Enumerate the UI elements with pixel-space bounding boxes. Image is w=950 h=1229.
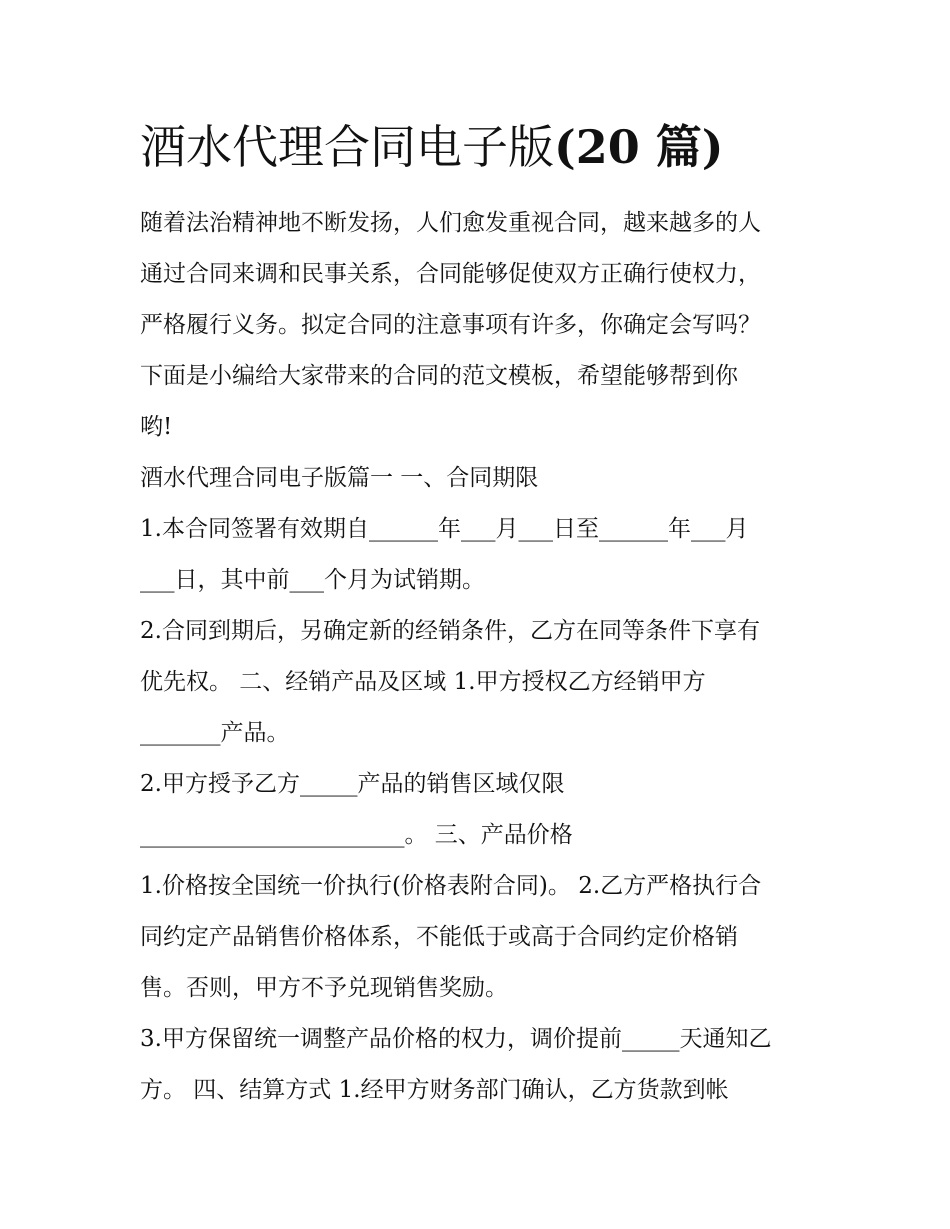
- title-count: (20 篇): [554, 120, 724, 174]
- body-line: 1.本合同签署有效期自______年___月___日至______年___月: [140, 516, 749, 542]
- body-line: 1.价格按全国统一价执行(价格表附合同)。 2.乙方严格执行合: [140, 873, 762, 899]
- document-body: [140, 198, 820, 1116]
- body-line: _______产品。: [140, 720, 290, 746]
- body-line: 严格履行义务。拟定合同的注意事项有许多，你确定会写吗？: [140, 312, 761, 338]
- document-title: [140, 112, 724, 182]
- body-line: 售。否则，甲方不予兑现销售奖励。: [140, 975, 508, 1001]
- body-line: 通过合同来调和民事关系，合同能够促使双方正确行使权力，: [140, 261, 761, 287]
- body-line: 方。 四、结算方式 1.经甲方财务部门确认，乙方货款到帐: [140, 1077, 729, 1103]
- body-line: 同约定产品销售价格体系，不能低于或高于合同约定价格销: [140, 924, 738, 950]
- body-line: 随着法治精神地不断发扬，人们愈发重视合同，越来越多的人: [140, 210, 761, 236]
- body-line: 3.甲方保留统一调整产品价格的权力，调价提前_____天通知乙: [140, 1026, 772, 1052]
- body-line: 哟!: [140, 414, 173, 440]
- body-line: 2.合同到期后，另确定新的经销条件，乙方在同等条件下享有: [140, 618, 760, 644]
- title-text: 酒水代理合同电子版: [140, 120, 554, 174]
- body-line: 下面是小编给大家带来的合同的范文模板，希望能够帮到你: [140, 363, 738, 389]
- section-heading-line: 酒水代理合同电子版篇一 一、合同期限: [140, 465, 539, 491]
- body-line: 优先权。 二、经销产品及区域 1.甲方授权乙方经销甲方: [140, 669, 706, 695]
- body-line: ___日，其中前___个月为试销期。: [140, 567, 485, 593]
- body-line: _______________________。 三、产品价格: [140, 822, 573, 848]
- body-line: 2.甲方授予乙方_____产品的销售区域仅限: [140, 771, 565, 797]
